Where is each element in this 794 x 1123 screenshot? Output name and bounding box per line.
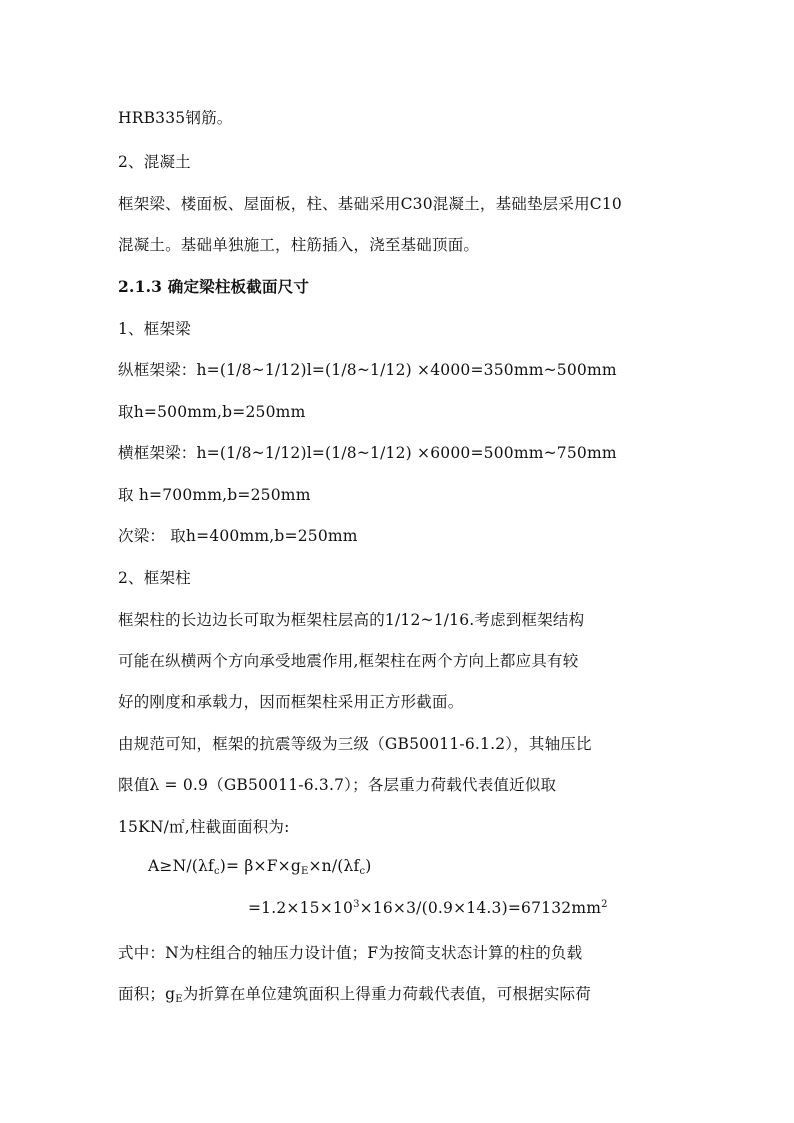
text-part: 为折算在单位建筑面积上得重力荷载代表值，可根据实际荷 [182, 985, 591, 1003]
formula-subscript: c [359, 866, 366, 877]
text-line: 次梁： 取h=400mm,b=250mm [118, 527, 358, 545]
text-line: HRB335钢筋。 [118, 109, 233, 127]
text-line: 纵框架梁：h=(1/8~1/12)l=(1/8~1/12) ×4000=350mm~500mm [118, 361, 617, 379]
text-line: 框架梁、楼面板、屋面板，柱、基础采用C30混凝土，基础垫层采用C10 [118, 195, 622, 213]
formula-part: ×n/(λf [308, 857, 360, 875]
formula-part: )= β×F×g [219, 857, 301, 875]
formula-superscript: 2 [601, 899, 608, 910]
text-line: 混凝土。基础单独施工，柱筋插入，浇至基础顶面。 [118, 236, 480, 254]
formula-line-2 [248, 899, 608, 917]
formula-line-1 [148, 857, 372, 877]
formula-part: A≥N/(λf [148, 857, 214, 875]
text-line: 限值λ = 0.9（GB50011-6.3.7）；各层重力荷载代表值近似取 [118, 776, 557, 794]
formula-superscript: 3 [353, 899, 360, 910]
section-heading: 2、混凝土 [118, 153, 191, 171]
text-part: 面积；g [118, 985, 176, 1003]
formula-subscript: c [213, 866, 220, 877]
text-line: 式中：N为柱组合的轴压力设计值；F为按简支状态计算的柱的负载 [118, 944, 583, 962]
text-line: 15KN/㎡,柱截面面积为: [118, 818, 290, 836]
text-line [118, 982, 591, 1005]
text-line: 框架柱的长边边长可取为框架柱层高的1/12~1/16.考虑到框架结构 [118, 611, 585, 629]
subscript: E [175, 994, 183, 1005]
text-line: 由规范可知，框架的抗震等级为三级（GB50011-6.1.2），其轴压比 [118, 735, 592, 753]
text-line: 取 h=700mm,b=250mm [118, 486, 311, 504]
formula-part: ×16×3/(0.9×14.3)=67132mm [359, 899, 602, 917]
section-heading: 2、框架柱 [118, 569, 191, 587]
section-heading: 1、框架梁 [118, 320, 191, 338]
formula-subscript: E [300, 866, 309, 877]
text-line: 取h=500mm,b=250mm [118, 403, 306, 421]
text-line: 好的刚度和承载力，因而框架柱采用正方形截面。 [118, 693, 464, 711]
formula-part: ) [365, 857, 372, 875]
formula-part: =1.2×15×10 [248, 899, 354, 917]
subsection-heading: 2.1.3 确定梁柱板截面尺寸 [118, 277, 310, 296]
text-line: 横框架梁：h=(1/8~1/12)l=(1/8~1/12) ×6000=500mm~750mm [118, 444, 617, 462]
text-line: 可能在纵横两个方向承受地震作用,框架柱在两个方向上都应具有较 [118, 652, 579, 670]
